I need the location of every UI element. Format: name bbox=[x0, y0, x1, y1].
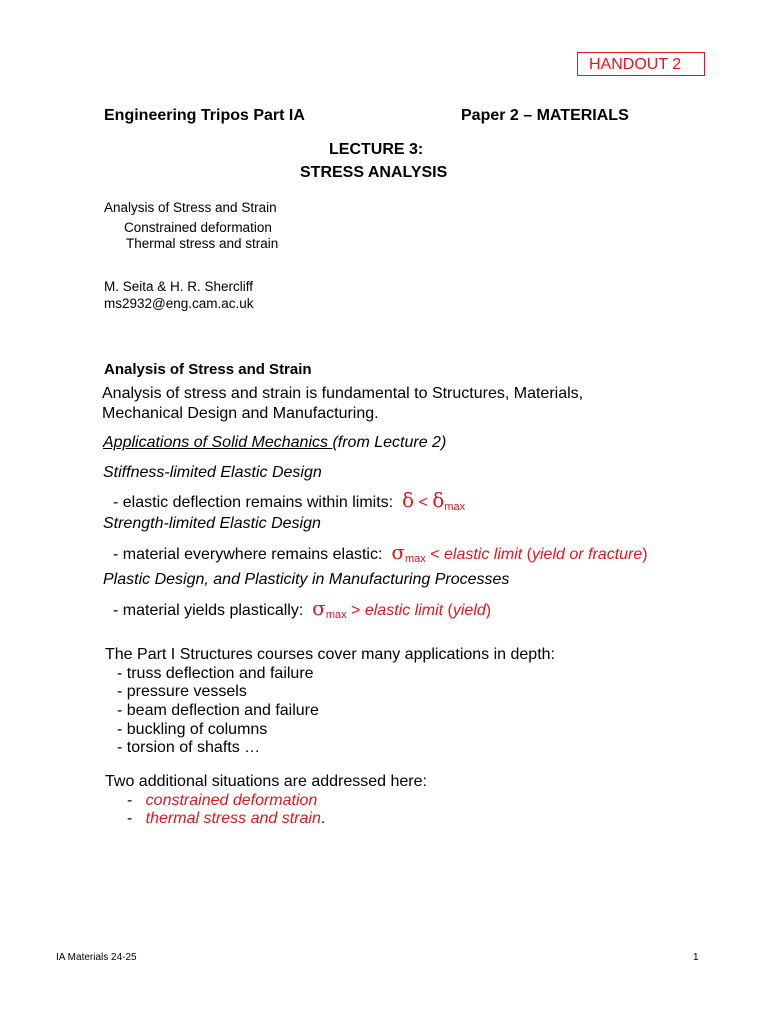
design-title: Strength-limited Elastic Design bbox=[103, 515, 321, 532]
list-item: - pressure vessels bbox=[117, 683, 247, 700]
list-item: - truss deflection and failure bbox=[117, 665, 314, 682]
design-title: Plastic Design, and Plasticity in Manufacturing Processes bbox=[103, 571, 510, 588]
list-item: - beam deflection and failure bbox=[117, 702, 319, 719]
max-subscript: max bbox=[404, 553, 426, 565]
thermal-stress-text: thermal stress and strain bbox=[145, 810, 321, 827]
contents-item: Constrained deformation bbox=[124, 220, 272, 235]
delta-symbol: δ bbox=[432, 488, 445, 512]
less-than-operator: < bbox=[414, 494, 433, 511]
design-criterion bbox=[113, 488, 465, 513]
section-heading: Analysis of Stress and Strain bbox=[104, 361, 312, 378]
limit-type: yield or fracture bbox=[532, 546, 643, 563]
design-criterion: - material yields plastically: $\sigma_{max}$ > elastic limit (yield) bbox=[113, 596, 492, 621]
author-email: ms2932@eng.cam.ac.uk bbox=[104, 296, 254, 311]
page-number: 1 bbox=[693, 952, 699, 963]
applications-link[interactable]: Applications of Solid Mechanics bbox=[103, 434, 333, 451]
paper-title: Paper 2 – MATERIALS bbox=[461, 107, 629, 124]
list-item: - constrained deformation bbox=[127, 792, 318, 809]
intro-line: Analysis of stress and strain is fundamental to Structures, Materials, bbox=[102, 385, 584, 402]
course-title: Engineering Tripos Part IA bbox=[104, 107, 305, 124]
sigma-symbol: σ bbox=[391, 540, 405, 564]
constrained-deformation-text: constrained deformation bbox=[145, 792, 318, 809]
handout-badge: HANDOUT 2 bbox=[577, 52, 705, 76]
criterion-text: - material everywhere remains elastic: bbox=[113, 546, 383, 563]
list-item: - buckling of columns bbox=[117, 721, 268, 738]
max-subscript: max bbox=[444, 501, 466, 513]
author-names: M. Seita & H. R. Shercliff bbox=[104, 279, 254, 294]
contents-item: Thermal stress and strain bbox=[126, 236, 279, 251]
design-title: Stiffness-limited Elastic Design bbox=[103, 464, 322, 481]
list-item: - thermal stress and strain. bbox=[127, 810, 326, 827]
sigma-symbol: σ bbox=[312, 596, 326, 620]
criterion-text: - elastic deflection remains within limits: bbox=[113, 494, 394, 511]
elastic-limit-text: elastic limit bbox=[364, 602, 444, 619]
criterion-text: - material yields plastically: bbox=[113, 602, 304, 619]
max-subscript: max bbox=[325, 609, 347, 621]
design-criterion: - material everywhere remains elastic: $\sigma_{max}$ < elastic limit (yield or fracture) bbox=[113, 540, 648, 565]
period: . bbox=[320, 810, 326, 827]
lecture-topic: STRESS ANALYSIS bbox=[300, 164, 448, 181]
delta-symbol: δ bbox=[401, 488, 415, 512]
limit-type: yield bbox=[452, 602, 486, 619]
lecture-number: LECTURE 3: bbox=[329, 141, 424, 158]
contents-item: Analysis of Stress and Strain bbox=[104, 200, 277, 215]
less-than-operator: < bbox=[425, 546, 444, 563]
applications-note: (from Lecture 2) bbox=[332, 434, 447, 451]
footer-course: IA Materials 24-25 bbox=[56, 952, 137, 963]
list-item: - torsion of shafts … bbox=[117, 739, 261, 756]
elastic-limit-text: elastic limit bbox=[443, 546, 523, 563]
intro-line: Mechanical Design and Manufacturing. bbox=[102, 405, 379, 422]
applications-heading bbox=[103, 434, 446, 452]
greater-than-operator: > bbox=[346, 602, 365, 619]
structures-intro: The Part I Structures courses cover many applications in depth: bbox=[105, 646, 555, 663]
additional-intro: Two additional situations are addressed here: bbox=[105, 773, 427, 790]
